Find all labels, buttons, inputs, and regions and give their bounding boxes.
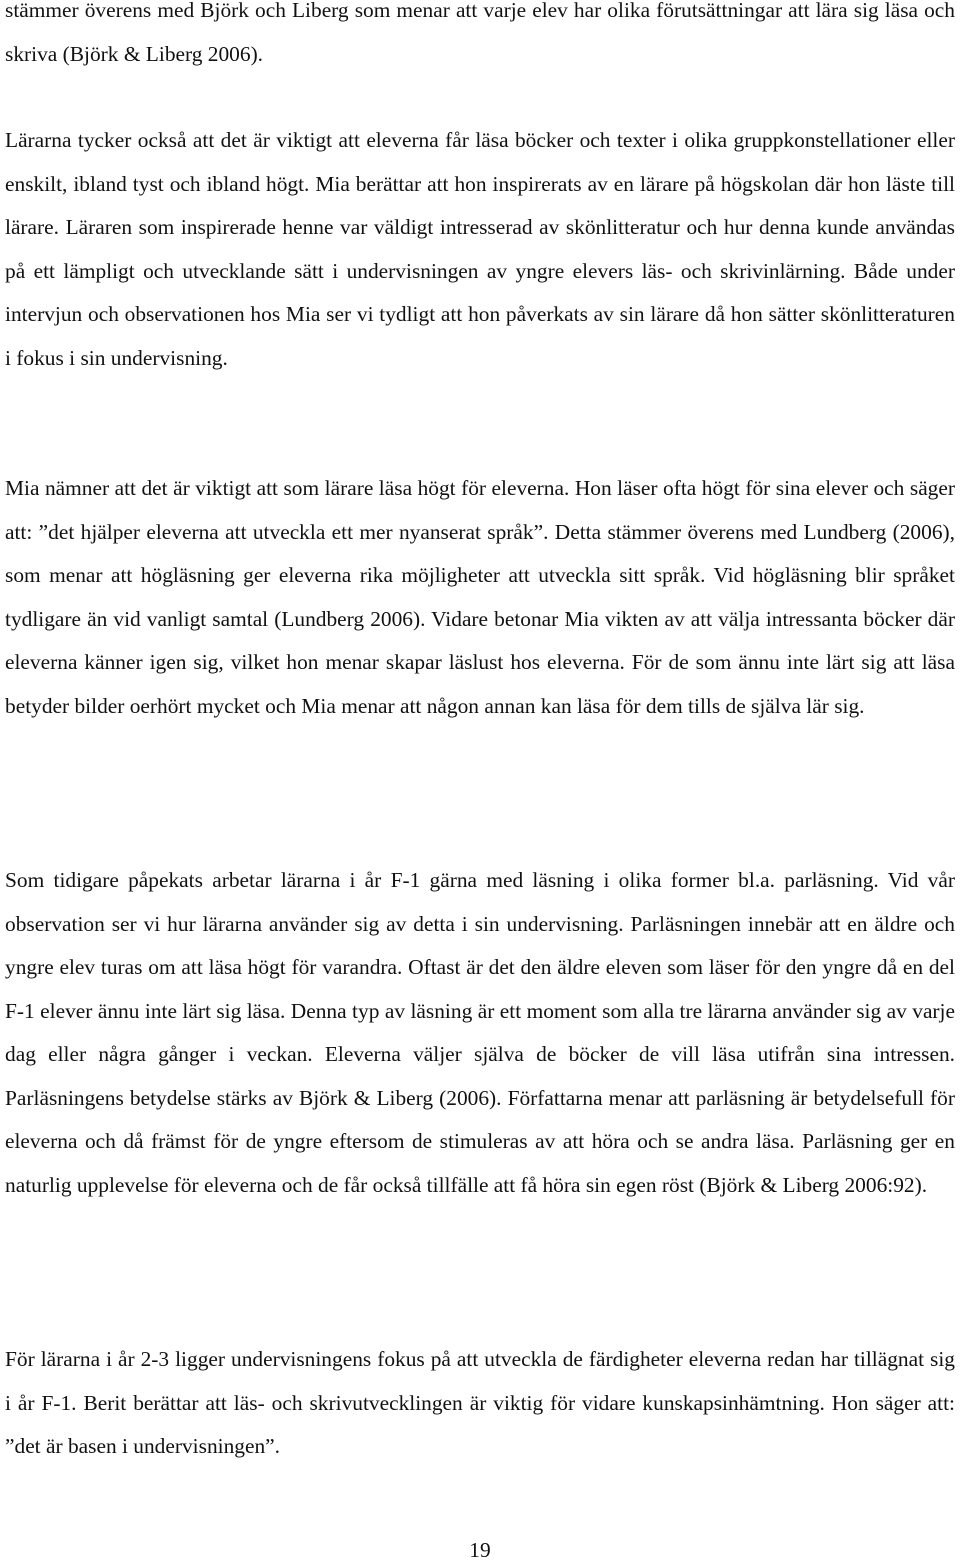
paragraph-continuation: stämmer överens med Björk och Liberg som menar att varje elev har olika förutsättningar att lära sig läsa och skriva (Björk & Liberg 2006). [5, 0, 955, 66]
paragraph-reading-aloud: Mia nämner att det är viktigt att som lärare läsa högt för eleverna. Hon läser ofta högt för sina elever och säger att: ”det hjälper eleverna att utveckla ett mer nyanserat språk”. Detta stämmer överens med Lundberg (2006), som menar att högläsning ger eleverna rika möjligheter att utveckla sitt språk. Vid högläsning blir språket tydligare än vid vanligt samtal (Lundberg 2006). Vidare betonar Mia vikten av att välja intressanta böcker där eleverna känner igen sig, vilket hon menar skapar läslust hos eleverna. För de som ännu inte lärt sig att läsa betyder bilder oerhört mycket och Mia menar att någon annan kan läsa för dem tills de själva lär sig. [5, 476, 955, 718]
page-number: 19 [469, 1538, 491, 1562]
paragraph-reading-groups: Lärarna tycker också att det är viktigt att eleverna får läsa böcker och texter i olika gruppkonstellationer eller enskilt, ibland tyst och ibland högt. Mia berättar att hon inspirerats av en lärare på högskolan där hon läste till lärare. Läraren som inspirerade henne var väldigt intresserad av skönlitteratur och hur denna kunde användas på ett lämpligt och utvecklande sätt i undervisningen av yngre elevers läs- och skrivinlärning. Både under intervjun och observationen hos Mia ser vi tydligt att hon påverkats av sin lärare då hon sätter skönlitteraturen i fokus i sin undervisning. [5, 128, 955, 370]
paragraph-grades-2-3: För lärarna i år 2-3 ligger undervisningens fokus på att utveckla de färdigheter eleverna redan har tillägnat sig i år F-1. Berit berättar att läs- och skrivutvecklingen är viktig för vidare kunskapsinhämtning. Hon säger att: ”det är basen i undervisningen”. [5, 1347, 955, 1458]
paragraph-pair-reading: Som tidigare påpekats arbetar lärarna i år F-1 gärna med läsning i olika former bl.a. parläsning. Vid vår observation ser vi hur lärarna använder sig av detta i sin undervisning. Parläsningen innebär att en äldre och yngre elev turas om att läsa högt för varandra. Oftast är det den äldre eleven som läser för den yngre då en del F-1 elever ännu inte lärt sig läsa. Denna typ av läsning är ett moment som alla tre lärarna använder sig av varje dag eller några gånger i veckan. Eleverna väljer själva de böcker de vill läsa utifrån sina intressen. Parläsningens betydelse stärks av Björk & Liberg (2006). Författarna menar att parläsning är betydelsefull för eleverna och då främst för de yngre eftersom de stimuleras av att höra och se andra läsa. Parläsning ger en naturlig upplevelse för eleverna och de får också tillfälle att få höra sin egen röst (Björk & Liberg 2006:92). [5, 868, 955, 1197]
